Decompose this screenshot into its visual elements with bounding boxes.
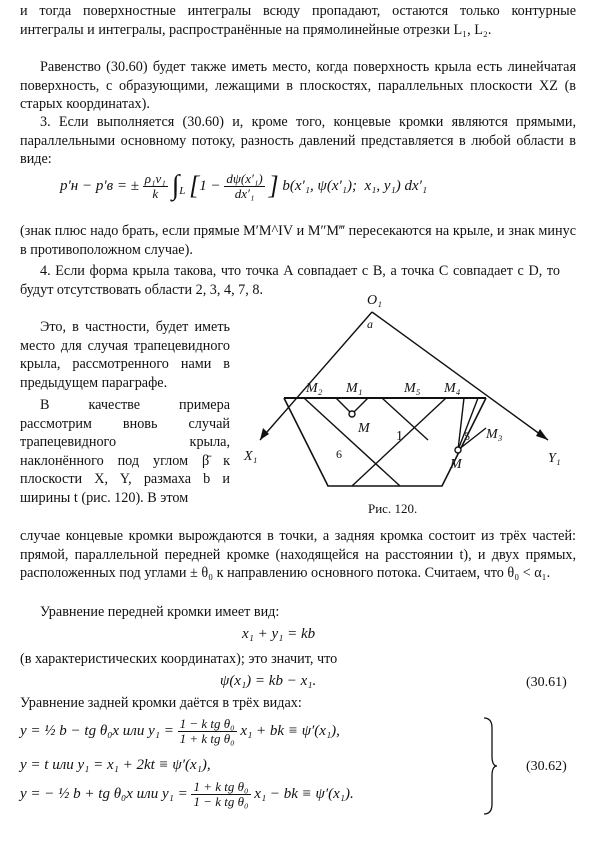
brace bbox=[482, 716, 498, 816]
svg-text:1: 1 bbox=[396, 429, 403, 444]
svg-text:6: 6 bbox=[336, 447, 342, 461]
svg-text:M: M bbox=[450, 457, 462, 472]
svg-text:M₁: M₁ bbox=[346, 381, 363, 396]
svg-text:Y₁: Y₁ bbox=[548, 451, 561, 466]
svg-text:M: M bbox=[358, 421, 370, 436]
arrow-y1 bbox=[536, 429, 548, 440]
paragraph-9: (в характеристических координатах); это значит, что bbox=[20, 651, 338, 667]
figure-120 bbox=[232, 290, 576, 520]
point-m bbox=[349, 411, 355, 417]
psi-equation: ψ(x₁) = kb − x₁. bbox=[220, 673, 317, 689]
figure-caption: Рис. 120. bbox=[368, 501, 418, 516]
svg-text:O₁: O₁ bbox=[367, 293, 382, 308]
pressure-equation: p′н − p′в = ± $\frac{\text{ρ₁v₁}}{k}$ $\int_L$ [1 − $\frac{\text{dψ(x′₁)}}{\text{dx′₁}}$ ] b(x′₁, ψ(x′₁); x₁, y₁) dx′₁ bbox=[60, 170, 428, 202]
rear-edge-equation-3: y = − ½ b + tg θ₀x или y₁ = $\frac{\text{1 + k tg θ₀}}{\text{1 − k tg θ₀}}$ x₁ − bk ≡ ψ′(x₁). bbox=[20, 779, 354, 809]
paragraph-7b: случае концевые кромки вырождаются в точки, а задняя кромка состоит из трёх частей: прямой, параллельной передней кромке (находящейся на расстоянии t), и двух прямых, расположенных под углами ± θ₀ к направлению основного потока. Считаем, что θ₀ < α₁. bbox=[20, 528, 576, 582]
svg-text:M₅: M₅ bbox=[404, 381, 421, 396]
paragraph-2: Равенство (30.60) будет также иметь место, когда поверхность крыла есть линейчатая поверхность, с образующими, лежащими в плоскостях, параллельных плоскости XZ (в старых координатах). bbox=[20, 59, 576, 113]
characteristic-y1 bbox=[372, 312, 548, 440]
rear-edge-equation-1: y = ½ b − tg θ₀x или y₁ = $\frac{\text{1 − k tg θ₀}}{\text{1 + k tg θ₀}}$ x₁ + bk ≡ ψ′(x₁), bbox=[20, 716, 340, 746]
paragraph-7: В качестве примера рассмотрим вновь случай трапецевидного крыла, наклонённого под углом β̄ к плоскости X, Y, размаха b и ширины t (рис. 120). В этом bbox=[20, 397, 230, 506]
paragraph-1: и тогда поверхностные интегралы всюду пропадают, остаются только контурные интегралы и интегралы, распространённые на прямолинейные отрезки L₁, L₂. bbox=[20, 3, 576, 38]
paragraph-6: Это, в частности, будет иметь место для случая трапецевидного крыла, рассмотренного нами в предыдущем параграфе. bbox=[20, 319, 230, 391]
arrow-x1 bbox=[260, 428, 269, 440]
svg-text:a: a bbox=[367, 317, 373, 331]
paragraph-8: Уравнение передней кромки имеет вид: bbox=[40, 604, 280, 620]
svg-text:X₁: X₁ bbox=[244, 449, 258, 464]
equation-number-30-61: (30.61) bbox=[526, 675, 567, 690]
svg-text:5: 5 bbox=[464, 429, 470, 443]
paragraph-3: 3. Если выполняется (30.60) и, кроме того, концевые кромки являются прямыми, параллельными основному потоку, разность давлений представляется в любой области в виде: bbox=[20, 114, 576, 168]
characteristic-x1 bbox=[260, 312, 372, 440]
rear-edge-equation-2: y = t или y₁ = x₁ + 2kt ≡ ψ′(x₁), bbox=[20, 757, 211, 773]
svg-text:M₄: M₄ bbox=[444, 381, 461, 396]
point-m-right bbox=[455, 447, 461, 453]
paragraph-5: 4. Если форма крыла такова, что точка A совпадает с B, а точка C совпадает с D, то будут отсутствовать области 2, 3, 4, 7, 8. bbox=[20, 263, 560, 298]
front-edge-equation: x₁ + y₁ = kb bbox=[242, 626, 316, 642]
svg-text:M₃: M₃ bbox=[486, 427, 503, 442]
svg-text:M₂: M₂ bbox=[306, 381, 323, 396]
paragraph-4: (знак плюс надо брать, если прямые M′M^IV и M″M‴ пересекаются на крыле, и знак минус в противоположном случае). bbox=[20, 223, 576, 258]
paragraph-10: Уравнение задней кромки даётся в трёх видах: bbox=[20, 695, 302, 711]
equation-number-30-62: (30.62) bbox=[526, 759, 567, 774]
